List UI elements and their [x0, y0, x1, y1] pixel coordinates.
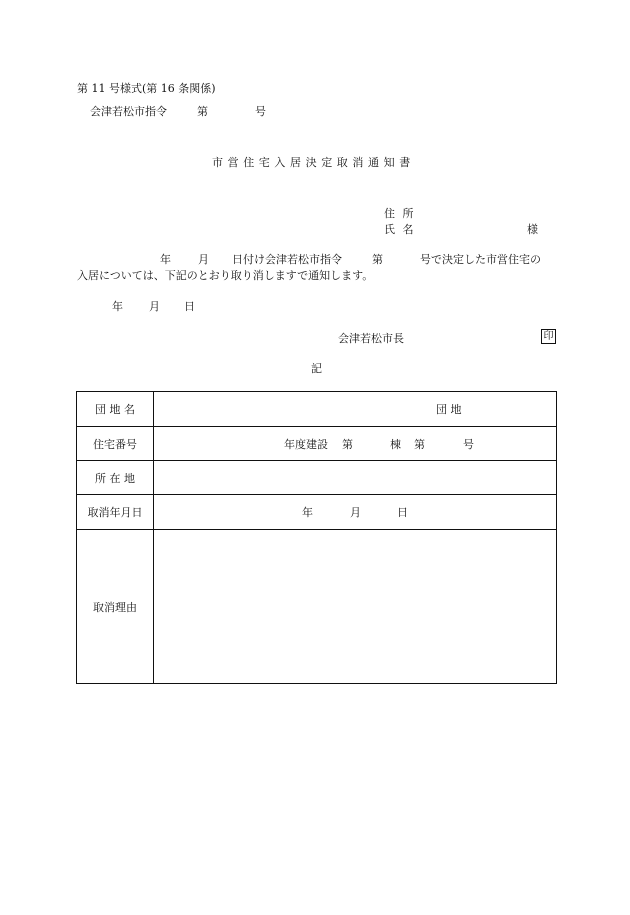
- jutaku-go: 号: [463, 437, 474, 451]
- row-label-jutaku-bango: 住宅番号: [77, 427, 154, 461]
- table-row: [77, 530, 557, 684]
- directive-prefix: 会津若松市指令: [90, 105, 167, 118]
- jutaku-dai-2: 第: [414, 437, 425, 451]
- jutaku-nendo: 年度建設: [284, 437, 328, 451]
- issue-date: [112, 301, 212, 313]
- body-year: 年: [160, 253, 171, 266]
- row-value-shozaichi[interactable]: [154, 461, 557, 495]
- document-title: 市営住宅入居決定取消通知書: [212, 156, 415, 169]
- danchi-suffix: 団 地: [436, 403, 462, 416]
- body-dai: 第: [372, 253, 383, 266]
- issue-day: 日: [184, 300, 195, 313]
- row-label-shozaichi: 所 在 地: [77, 461, 154, 495]
- honorific: 様: [527, 223, 538, 236]
- torikeshi-day: 日: [397, 506, 408, 519]
- directive-go: 号: [255, 105, 266, 118]
- table-row: [77, 392, 557, 427]
- directive-dai: 第: [197, 105, 208, 118]
- row-value-jutaku-bango[interactable]: [154, 427, 557, 461]
- row-label-torikeshi-date: 取消年月日: [77, 495, 154, 530]
- body-line-2: 入居については、下記のとおり取り消しますで通知します。: [77, 269, 374, 282]
- table-row: [77, 427, 557, 461]
- details-table: [76, 391, 557, 684]
- issue-month: 月: [149, 300, 160, 313]
- issue-year: 年: [112, 300, 123, 313]
- issuer-title: 会津若松市長: [338, 332, 404, 345]
- table-row: [77, 461, 557, 495]
- jutaku-to: 棟: [390, 437, 401, 451]
- body-line-1: [77, 254, 557, 266]
- form-number: 第 11 号様式(第 16 条関係): [77, 82, 216, 95]
- body-dated: 日付け会津若松市指令: [232, 253, 342, 266]
- row-label-torikeshi-riyu: 取消理由: [77, 530, 154, 684]
- body-month: 月: [198, 253, 209, 266]
- seal-mark: 印: [541, 329, 556, 344]
- torikeshi-year: 年: [302, 506, 313, 519]
- table-row: [77, 495, 557, 530]
- row-label-danchi: 団 地 名: [77, 392, 154, 427]
- row-value-torikeshi-date[interactable]: [154, 495, 557, 530]
- ki-heading: 記: [311, 362, 322, 375]
- name-label: 氏 名: [384, 223, 414, 236]
- torikeshi-month: 月: [350, 506, 361, 519]
- row-value-danchi[interactable]: [154, 392, 557, 427]
- address-label: 住 所: [384, 207, 414, 220]
- row-value-torikeshi-riyu[interactable]: [154, 530, 557, 684]
- jutaku-dai-1: 第: [342, 437, 353, 451]
- body-rest: 号で決定した市営住宅の: [420, 253, 541, 266]
